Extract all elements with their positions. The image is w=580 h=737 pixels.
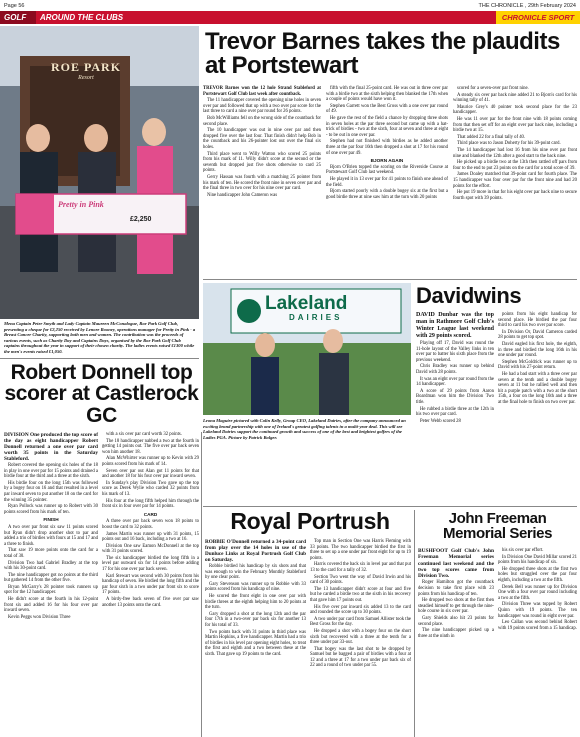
story-paragraph: Peter Webb scored 28	[420, 418, 461, 424]
story-paragraph: Third place was to Jason Doherty for his 39-point card.	[457, 141, 561, 147]
story-paragraph: The 11 handicapper covered the opening nine holes in seven over par and followed that up with a two over par score for the last three to card a nine over par round for 26 points.	[203, 98, 321, 115]
story-paragraph: Stephen Garrett won the Best Gross with a one over par round of 49.	[326, 103, 448, 115]
story-paragraph: That bogey was the last shot to be dropped by Samuel but he bagged a pair of birdies with a four at 12 and a three at 17 for a two under par back six of 22 and a round of two under par 55.	[310, 646, 411, 669]
headline-robert-donnell: Robert Donnell top scorer at Castlerock GC	[4, 361, 199, 427]
story-paragraph: Top man in Section One was Harris Fleming with 33 points. The two handicapper birdied the first in three to set up a one under par front eight for up to 19 points.	[310, 539, 411, 561]
story-paragraph: The 14 handicapper had lost 16 from his nine over par front nine and blanked the 12th after a good start to the back nine.	[453, 147, 577, 159]
story-paragraph: A two over par front six saw 11 points scored but Ryan didn't drop another shot to par and added a trio of birdies with fours at 15 and 17 and a three to finish.	[4, 524, 98, 547]
story-paragraph: scored for a seven-over par front nine.	[457, 86, 529, 91]
headline-trevor-barnes: Trevor Barnes takes the plaudits at Portstewart	[205, 28, 560, 79]
headline-david-wins: Davidwins	[416, 283, 522, 308]
story-paragraph: Stephen McGoldrick was runner up to David with his 27-point return.	[498, 359, 577, 371]
story-paragraph: He dropped two shots at the first then steadied himself to get through the nine-hole course in six over par.	[418, 598, 494, 615]
story-paragraph: That saw 19 more points onto the card for a total of 30.	[4, 548, 98, 559]
divider	[414, 510, 415, 737]
story-paragraph: His birdie four on the long 15th was followed by a bogey four on 16 and that resulted in a level par inward seven to put another 18 on the card for the winning 35 pointer.	[4, 480, 98, 503]
story-paragraph: A steady six over par back nine added 21 to Bjorn's card for his winning tally of 41.	[453, 92, 577, 104]
subhead-finish: FINISH	[43, 517, 59, 523]
story-paragraph: Third place went to Willy Watton who scored 25 points from his mark of 11. Willy didn't score at the second or the seventh but dropped just five shots otherwise to card 25 points.	[203, 151, 321, 174]
page-folio	[4, 2, 576, 11]
story-paragraph: His four at the long fifth helped him through the front six in four over par for 14 points.	[102, 498, 199, 510]
story-paragraph: his six over par effort.	[502, 548, 544, 553]
story-david-col-1	[416, 312, 494, 425]
story-paragraph: The 10 handicapper was out in nine over par and then dropped five over the last four. That finish didn't help Bob in the countback and his 26-pointer lost out over the final six holes.	[203, 128, 321, 150]
story-paragraph: Two points back with 31 points in third place was Martin Hopkins, a five handicapper. Martin had a trio of birdies in his level par opening eight holes, to treat the first and eighth and a two between these at the sixth. That gave up 19 points to the card.	[205, 629, 306, 657]
story-trevor-col-1	[203, 86, 321, 199]
story-paragraph: Derek Bell was runner up for Division One with a four over par round including a two at the fifth.	[498, 584, 577, 601]
story-paragraph: Robbie birdied his handicap by six shots and that was enough to win the February Monthly Stableford by one clear point.	[205, 564, 306, 581]
cheque-brand: Pretty in Pink	[58, 200, 104, 209]
roe-park-sign: ROE PARK Resort	[50, 60, 122, 81]
story-paragraph: He was 11 over par for the front nine with 18 points coming from that then set off for an eight over par back nine, including a birdie two at 15.	[453, 116, 577, 134]
story-portrush-col-2	[310, 539, 411, 670]
story-paragraph: The 18 handicapper nabbed a two at the fourth in getting 14 points out. The five over par back seven won him another 18.	[102, 438, 199, 455]
story-paragraph: DAVID Dunbar was the top man in Rathmore Golf Club's Winter League last weekend with 29 points scored.	[416, 312, 494, 339]
story-paragraph: James Martin was runner up with 31 points, 15 points out and 16 back, including a two at 16.	[102, 531, 199, 543]
story-paragraph: DIVISION One produced the top score of the day as eight handicapper Robert Donnell returned a one over par card worth 35 points in the Saturday Stableford.	[4, 432, 98, 462]
story-paragraph: Chris Bradley was runner up behind David with 28 points.	[416, 364, 494, 375]
story-paragraph: He had a bad start with a three over par seven at the tenth and a double bogey seven at 11 but he rallied well and then hit a purple patch with a two at the short 15th, a four on the long 16th and a three at the final hole to finish on two over par.	[498, 371, 577, 405]
story-paragraph: Gary Shields also hit 23 points for second place.	[418, 616, 494, 627]
story-paragraph: ROBBIE O'Donnell returned a 34-point card from play over the 14 holes in use of the Dunluce Links at Royal Portrush Golf Club on Saturday.	[205, 539, 306, 563]
story-paragraph: Seven over par out Alan got 11 points for that and another 18 for his four over par inward seven.	[102, 468, 199, 480]
story-paragraph: Leo Callan was second behind Robert with 19 points scored from a 15 handicap.	[498, 620, 577, 631]
story-paragraph: points from his eight handicap for second place. He birdied the par four third to card his two over par score.	[498, 312, 577, 329]
story-paragraph: fifth with the final 25-point card. He was out in three over par with a birdie two at the sixth helping then blanked the 17th when a couple of points would have won it.	[326, 86, 448, 103]
story-paragraph: Gerry Hassan was fourth with a matching 25 pointer from his mark of ten. He scored the front nine in seven over par and the final three in two over for his nine over par card.	[203, 174, 321, 192]
story-paragraph: Harris covered the back six in level par and that put 13 to the card for a tally of 32.	[310, 562, 411, 573]
story-paragraph: That added 22 for a final tally of 40.	[457, 134, 526, 140]
divider	[203, 506, 577, 507]
story-trevor-col-2	[326, 86, 448, 201]
story-paragraph: Alan McWhirter was runner up to Kevin with 29 points scored from his mark of 14.	[102, 456, 199, 467]
story-paragraph: Gary dropped a shot at the long 12th and the par four 17th in a two-over par back six for another 13 for his total of 33.	[205, 611, 306, 628]
story-paragraph: BUSHFOOT Golf Club's John Freeman Memorial series continued last weekend and the two top scores came from Division Two.	[418, 548, 494, 580]
story-paragraph: A birdy-free back seven of five over par saw another 13 points onto the card.	[102, 597, 199, 608]
divider	[203, 279, 577, 280]
story-paragraph: He scored the front eight in one over par with birdie threes at the eighth helping him to 20 points at the turn.	[205, 593, 306, 611]
story-paragraph: He played it in 13 over par for 41 points to finish one ahead of the field.	[326, 176, 448, 188]
story-paragraph: He gave the rest of the field a chance by dropping three shots in seven holes at the par three second but came up with a hat-trick of birdies - two at the sixth, four at seven and three at eight - to be out in one over par.	[326, 115, 448, 138]
photo-cheque-caption: Mena Captain Peter Smyth and Lady Captain Maureen McConalogue, Roe Park Golf Club, presenting a cheque for £2,250 received by Lenore Rooney, operations manager for Pretty in Pink - a Breast Cancer Charity, supporting both men and women. The contribution was the proceeds of various events, such as Charity Day and Captains Days, organised by the Roe Park Golf Club captains throughout the year in support of their chosen charity. The ladies events raised £1300 while the men's events raised £1,050.	[4, 321, 196, 354]
story-paragraph: Playing off 17, David was round the 11-hole layout of the Valley links in ten over par to batter his sixth place from the previous weekend.	[416, 341, 494, 363]
issue-date: THE CHRONICLE , 29th February 2024	[478, 3, 576, 9]
story-paragraph: Section Two went the way of David Irwin and his card of 30 points.	[310, 574, 411, 586]
story-paragraph: Bryan McGarry's 28 pointer took runners up spot for the 12 handicapper.	[4, 584, 98, 596]
story-paragraph: Ryan Pollock was runner up to Robert with 30 points scored from his mark of ten.	[4, 504, 98, 515]
story-paragraph: It was an eight over par round from the 14 handicapper.	[416, 376, 494, 388]
story-paragraph: In Division Or, David Cameron carded 28 points to get top spot.	[498, 329, 577, 341]
story-paragraph: Division Three was topped by Robert Quinn with 19 points. The ten handicapper was round in eight over par.	[498, 602, 577, 619]
story-paragraph: Gary Stevenson was runner up to Robbie with 33 points scored from his handicap of nine.	[205, 581, 306, 593]
story-paragraph: The nine handicapper picked up a three at the ninth in	[418, 628, 494, 639]
story-freeman-col-1	[418, 548, 494, 640]
cheque-amount: £2,250	[130, 216, 152, 223]
story-paragraph: David eagled his first hole, the eighth, in three and birdied the long 16th in his one under par round.	[498, 341, 577, 359]
story-paragraph: Maurice Grey's 40 pointer took second place for the 23 handicapper.	[453, 104, 577, 116]
story-paragraph: He rubbed a birdie three at the 12th in his two over par card.	[416, 406, 494, 418]
story-trevor-col-3	[453, 86, 577, 202]
story-paragraph: His five over par inward six added 13 to the card and rounded the score up to 30 points.	[310, 604, 411, 616]
story-paragraph: He didn't score at the fourth in his 12-point front six and added 16 for his four over par inward seven.	[4, 597, 98, 614]
lakeland-banner-brand: Lakeland DAIRIES	[265, 293, 348, 322]
subhead-card: CARD	[143, 511, 158, 517]
page-number: Page 56	[4, 3, 25, 9]
story-paragraph: The six handicapper birdied the long fifth in a level par outward six for 14 points before adding 17 for his one over par back seven.	[102, 555, 199, 573]
section-bar	[0, 11, 580, 24]
story-paragraph: A score of 29 points from Aaron Boardman won him the Division Two title.	[416, 388, 494, 405]
story-robert-col-1	[4, 432, 98, 621]
story-portrush-col-1	[205, 539, 306, 659]
story-paragraph: Division Two had Gabriel Bradley at the top with his 30-point card.	[4, 560, 98, 572]
headline-john-freeman: John Freeman Memorial Series	[442, 510, 553, 543]
story-robert-col-2	[102, 432, 199, 609]
brand-tag: CHRONICLE SPORT	[496, 11, 580, 24]
story-paragraph: The nine handicapper got no points at the third but gathered 14 from the other five.	[4, 572, 98, 584]
story-paragraph: Division One saw Eamon McDonnell at the top with 31 points scored.	[102, 543, 199, 555]
story-freeman-col-2	[498, 548, 577, 632]
story-paragraph: Bjorn started poorly with a double bogey six at the first but a good birdie three at nine saw him at the turn with 20 points	[326, 189, 448, 200]
story-david-col-2	[498, 312, 577, 407]
story-paragraph: In Division One David Millar scored 21 points from his handicap of six.	[498, 554, 577, 566]
subhead-bjorn-again: BJORN AGAIN	[370, 158, 404, 164]
story-paragraph: Stephen had not finished with birdies as he added another three at the par four 16th then dropped a shot at 17 for his round of one over par 49.	[326, 139, 448, 156]
story-paragraph: Karl Stewart was second with 30 points from his handicap of seven. He birdied the long fifth and the par four sixth in a two under par front six to score 17 points.	[102, 573, 199, 596]
headline-royal-portrush: Royal Portrush	[230, 508, 390, 534]
story-paragraph: Roger Hamilton got the countback decision to take first place with 23 points from his handicap of ten.	[418, 580, 494, 597]
photo-cheque-presentation	[0, 26, 199, 319]
story-paragraph: Kevin Peggs won Division Three	[8, 614, 71, 620]
story-paragraph: In Sunday's play Division Two gave up the top score as Derek Wylie who carded 32 points from his mark of 13.	[102, 480, 199, 497]
story-paragraph: He picked up a birdie two at the 13th then rattled off pars from four to the end to put 23 points on the card for a total score of 39.	[453, 160, 577, 171]
story-paragraph: He put 19 more in that for his eight over par back nine to secure fourth spot with 39 points.	[453, 190, 578, 201]
story-paragraph: James Doaley matched that 39-point card for fourth place. The 15 handicapper was four over par for the front nine and had 20 points for the effort.	[453, 172, 577, 189]
story-paragraph: Robert covered the opening six holes of the 18 in play in one over par for 15 points and drained a birdie four at the third and a three at the sixth.	[4, 463, 98, 480]
story-paragraph: Nine handicapper John Cameron was	[207, 192, 278, 198]
photo-lakeland-caption: Leona Maguire pictured with Colin Kelly, Group CEO, Lakeland Dairies, after the company announced an exciting brand partnership with one of Ireland's greatest golfing talents in a multi-year deal. This will see Lakeland Dairies support the continued growth and success of one of the best and brightest golfers of the Ladies PGA. Picture by Patrick Bolger.	[203, 418, 406, 440]
story-paragraph: A two under par card from Samuel Allister took the Best Gross for the day.	[310, 616, 411, 628]
story-paragraph: with a six over par card worth 32 points.	[106, 432, 182, 437]
story-paragraph: The 13 handicapper didn't score at four and five but he carded a birdie two at the sixth in his recovery that gave him 17 points out.	[310, 586, 411, 603]
divider	[201, 432, 202, 737]
photo-lakeland-dairies	[203, 283, 411, 415]
story-paragraph: Bjorn O'Brien topped the scoring on the Riverside Course at Portstewart Golf Club last weekend.	[326, 164, 448, 176]
section-golf-tag: GOLF	[0, 11, 36, 24]
story-paragraph: Bob McWilliams fell on the wrong side of the countback for second place.	[203, 115, 321, 127]
story-paragraph: A three over par back seven won 18 points to boost the card to 32 points.	[102, 519, 199, 530]
divider	[0, 358, 199, 359]
story-paragraph: TREVOR Barnes won the 12 hole Strand Stableford at Portstewart Golf Club last week after countback.	[203, 86, 321, 97]
story-paragraph: He dropped three shots at the first two holes but struggled over the par four eighth, including a two at the fifth.	[498, 566, 577, 583]
story-paragraph: He dropped a shot with a bogey four on the short sixth but recovered with a three at the tenth for a three under par 33-out.	[310, 628, 411, 646]
section-title: AROUND THE CLUBS	[40, 13, 124, 22]
